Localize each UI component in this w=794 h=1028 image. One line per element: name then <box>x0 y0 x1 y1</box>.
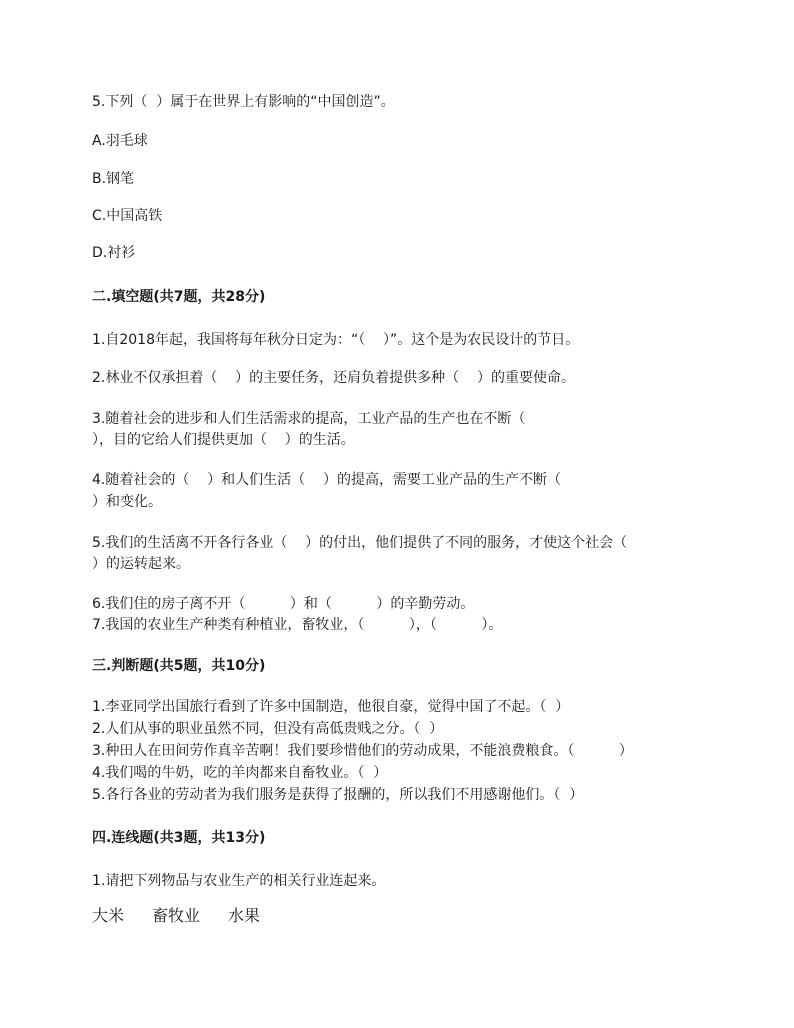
section-2-title: 二.填空题(共7题，共28分) <box>92 289 266 305</box>
fill-item-7: 7.我国的农业生产种类有种植业，畜牧业，（ ），（ ）。 <box>92 617 503 633</box>
judge-item-2: 2.人们从事的职业虽然不同，但没有高低贵贱之分。（ ） <box>92 721 444 737</box>
question-5-stem: 5.下列（ ）属于在世界上有影响的“中国创造”。 <box>92 94 395 110</box>
fill-item-6: 6.我们住的房子离不开（ ）和（ ）的辛勤劳动。 <box>92 596 475 612</box>
fill-item-3-line-1: 3.随着社会的进步和人们生活需求的提高，工业产品的生产也在不断（ <box>92 411 526 427</box>
section-4-title: 四.连线题(共3题，共13分) <box>92 830 266 846</box>
fill-item-4-line-2: ）和变化。 <box>92 494 162 510</box>
match-items-row <box>92 905 261 993</box>
option-a: A.羽毛球 <box>92 133 148 149</box>
judge-item-4: 4.我们喝的牛奶，吃的羊肉都来自畜牧业。（ ） <box>92 765 388 781</box>
section-3-title: 三.判断题(共5题，共10分) <box>92 658 266 674</box>
fill-item-1: 1.自2018年起，我国将每年秋分日定为：“（ ）”。这个是为农民设计的节日。 <box>92 332 580 348</box>
fill-item-5-line-1: 5.我们的生活离不开各行各业（ ）的付出，他们提供了不同的服务，才使这个社会（ <box>92 535 628 551</box>
match-item-rice: 大米 <box>92 906 125 925</box>
match-question-1: 1.请把下列物品与农业生产的相关行业连起来。 <box>92 873 386 889</box>
fill-item-2: 2.林业不仅承担着（ ）的主要任务，还肩负着提供多种（ ）的重要使命。 <box>92 370 575 386</box>
judge-item-1: 1.李亚同学出国旅行看到了许多中国制造，他很自豪，觉得中国了不起。（ ） <box>92 699 570 715</box>
judge-item-3: 3.种田人在田间劳作真辛苦啊！我们要珍惜他们的劳动成果，不能浪费粮食。（ ） <box>92 743 633 759</box>
match-item-fruit: 水果 <box>228 906 261 925</box>
option-c: C.中国高铁 <box>92 208 163 224</box>
option-b: B.钢笔 <box>92 171 135 187</box>
judge-item-5: 5.各行各业的劳动者为我们服务是获得了报酬的，所以我们不用感谢他们。（ ） <box>92 787 584 803</box>
option-d: D.衬衫 <box>92 245 136 261</box>
fill-item-4-line-1: 4.随着社会的（ ）和人们生活（ ）的提高，需要工业产品的生产不断（ <box>92 472 561 488</box>
match-item-animal-husbandry: 畜牧业 <box>152 906 201 925</box>
fill-item-3-line-2: ），目的它给人们提供更加（ ）的生活。 <box>92 432 355 448</box>
fill-item-5-line-2: ）的运转起来。 <box>92 556 190 572</box>
